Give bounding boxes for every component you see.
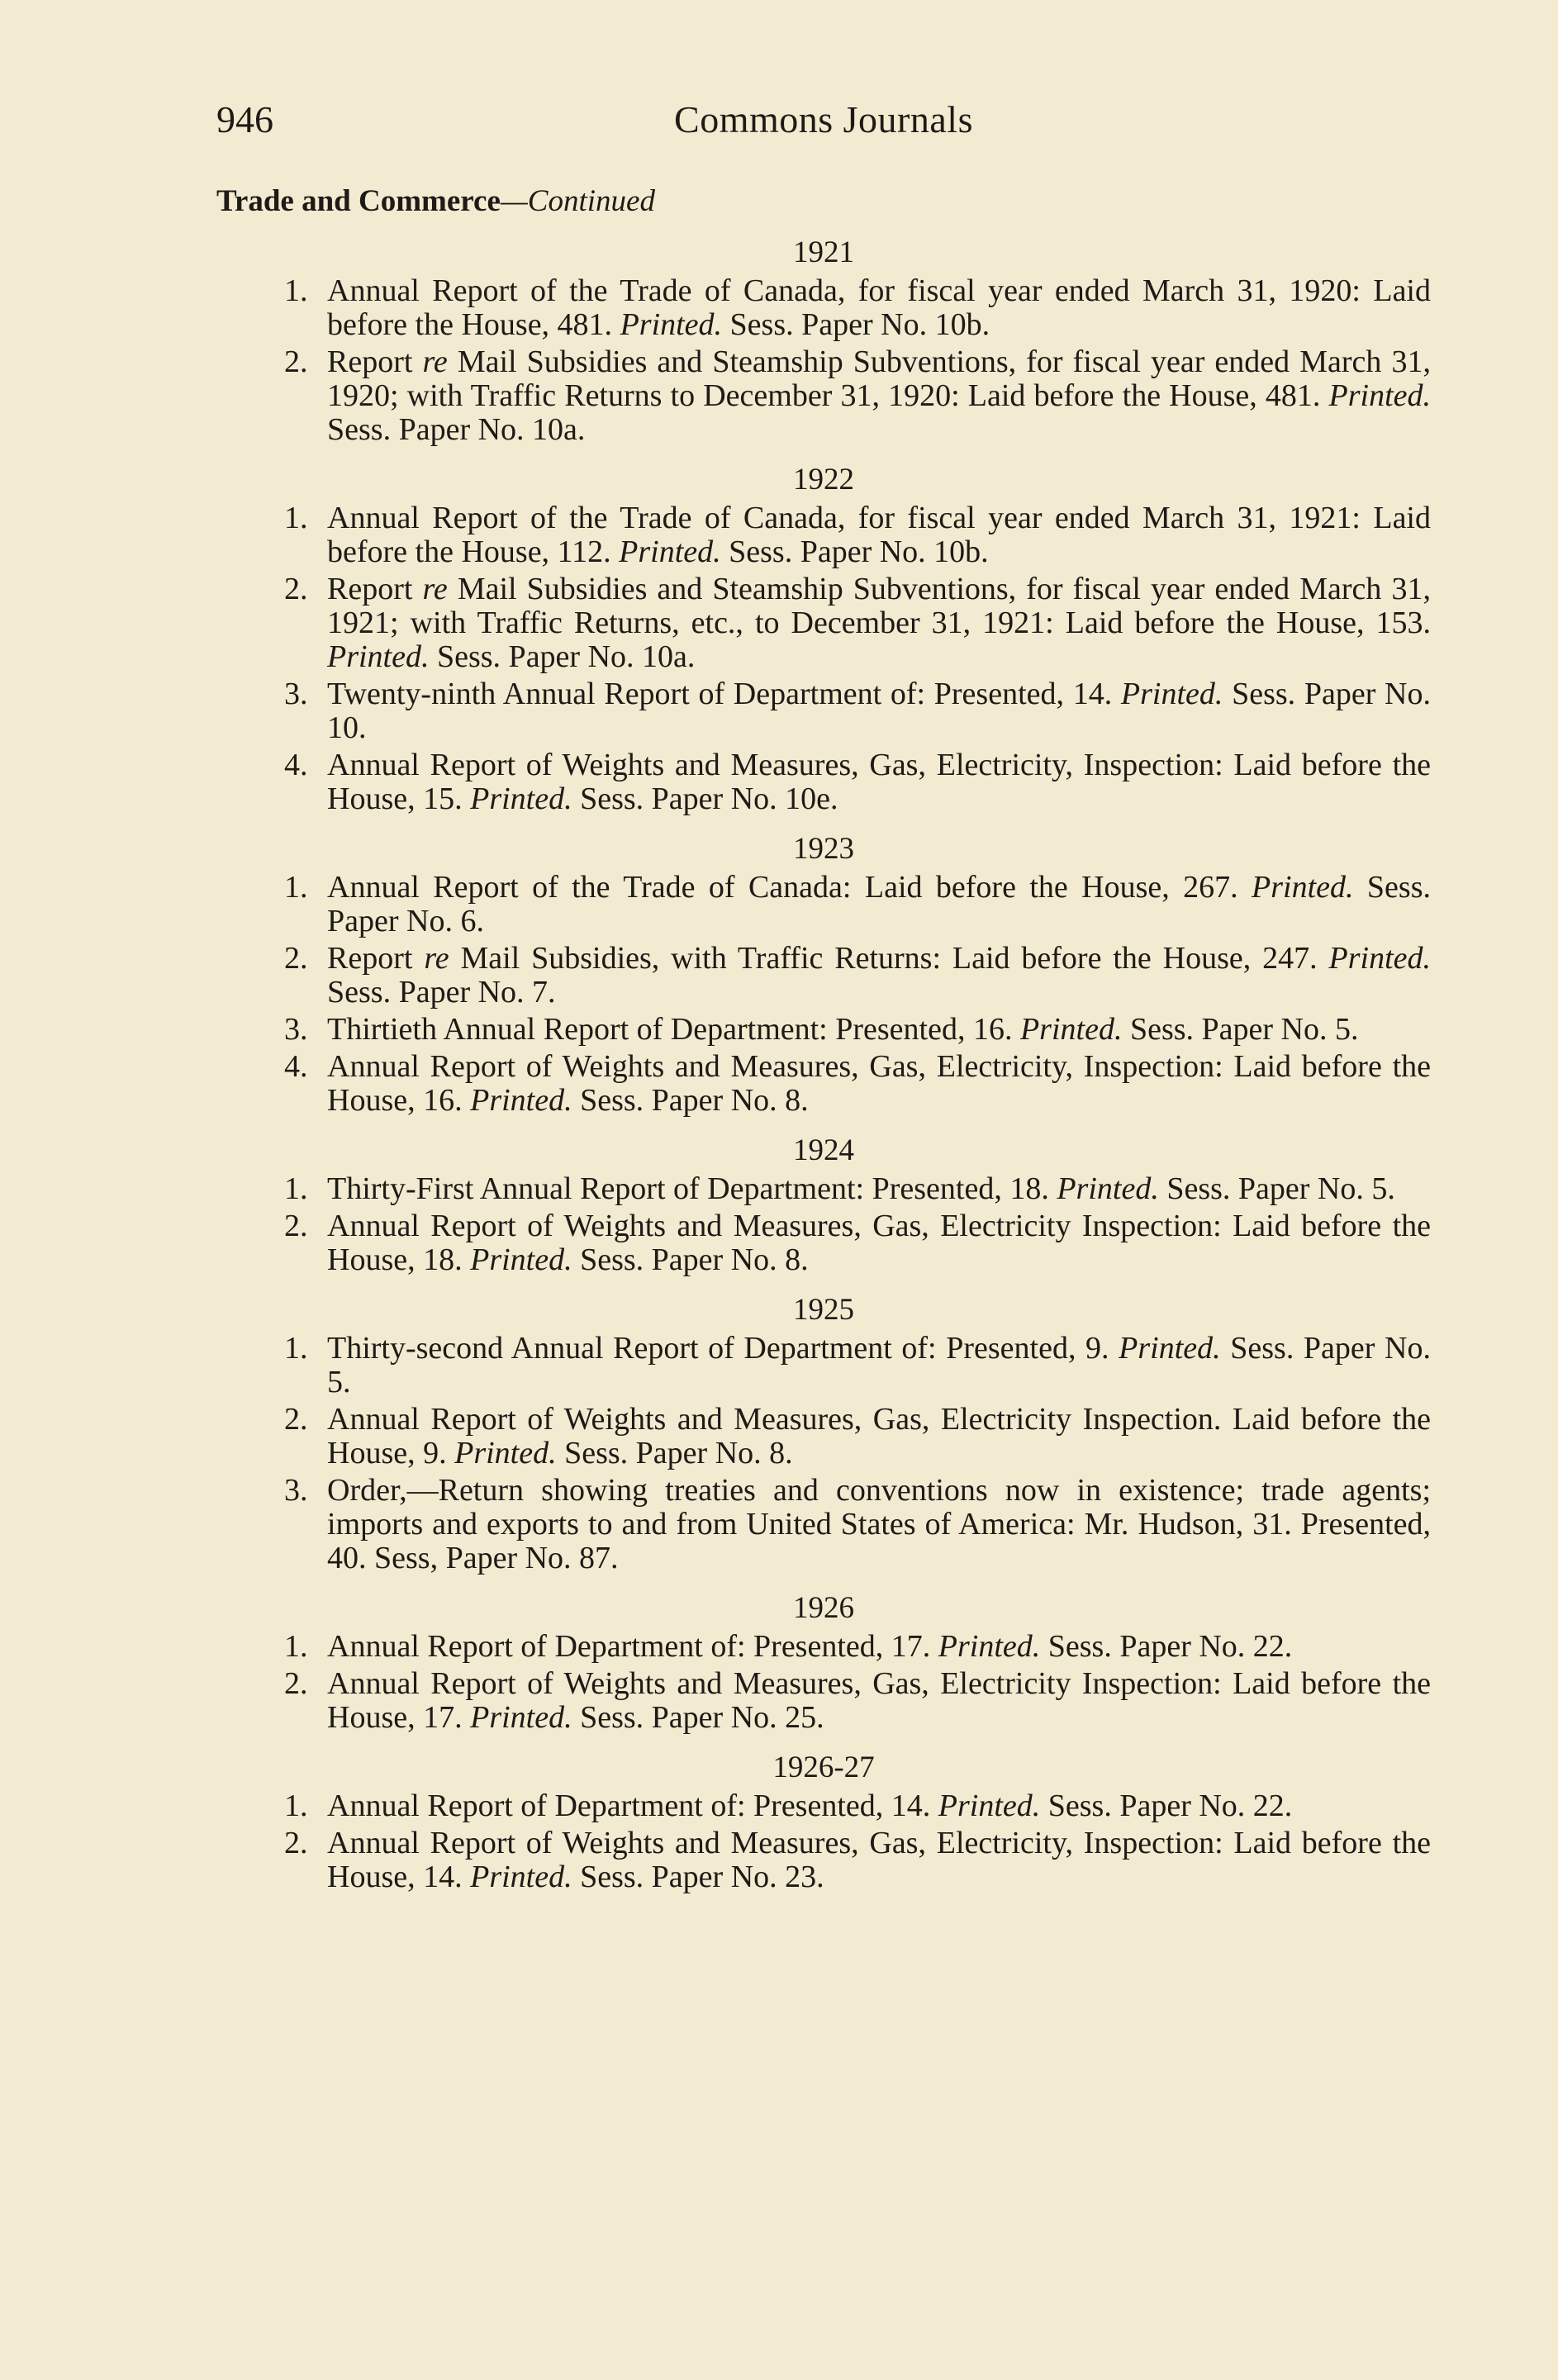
list-item	[216, 1789, 1431, 1823]
item-text: Thirtieth Annual Report of Department: Presented, 16. Printed. Sess. Paper No. 5.	[327, 1012, 1359, 1047]
item-number: 3.	[284, 1012, 308, 1047]
list-item	[216, 1630, 1431, 1664]
year-block	[216, 1750, 1431, 1894]
list-item	[216, 871, 1431, 938]
year-block	[216, 1133, 1431, 1277]
list-item	[216, 345, 1431, 447]
item-text: Annual Report of Weights and Measures, Gas, Electricity Inspection: Laid before the House, 18. Printed. Sess. Paper No. 8.	[327, 1209, 1431, 1277]
item-text: Annual Report of Department of: Presented, 17. Printed. Sess. Paper No. 22.	[327, 1629, 1293, 1664]
year-block	[216, 831, 1431, 1118]
item-number: 4.	[284, 1049, 308, 1084]
item-number: 1.	[284, 501, 308, 535]
section-heading	[216, 183, 655, 219]
journal-title: Commons Journals	[674, 98, 973, 140]
list-item	[216, 572, 1431, 674]
item-number: 2.	[284, 1666, 308, 1701]
item-text: Order,—Return showing treaties and conventions now in existence; trade agents; imports and exports to and from United States of America: Mr. Hudson, 31. Presented, 40. Sess, Paper No. 87.	[327, 1473, 1431, 1575]
item-text: Annual Report of Department of: Presented, 14. Printed. Sess. Paper No. 22.	[327, 1789, 1293, 1823]
year-block	[216, 1590, 1431, 1735]
list-item	[216, 1474, 1431, 1575]
list-item	[216, 1050, 1431, 1118]
item-number: 2.	[284, 572, 308, 606]
item-text: Report re Mail Subsidies and Steamship Subventions, for fiscal year ended March 31, 1920; with Traffic Returns to December 31, 1920: Laid before the House, 481. Printed. Sess. Paper No. 10a.	[327, 344, 1431, 447]
year-heading: 1924	[793, 1133, 854, 1167]
item-number: 2.	[284, 1402, 308, 1437]
list-item	[216, 1332, 1431, 1399]
item-text: Annual Report of Weights and Measures, Gas, Electricity Inspection. Laid before the House, 9. Printed. Sess. Paper No. 8.	[327, 1402, 1431, 1470]
item-number: 2.	[284, 344, 308, 379]
item-number: 1.	[284, 1171, 308, 1206]
item-text: Annual Report of Weights and Measures, Gas, Electricity, Inspection: Laid before the House, 14. Printed. Sess. Paper No. 23.	[327, 1826, 1431, 1894]
year-block	[216, 235, 1431, 447]
item-text: Report re Mail Subsidies and Steamship Subventions, for fiscal year ended March 31, 1921; with Traffic Returns, etc., to December 31, 1921: Laid before the House, 153. Printed. Sess. Paper No. 10a.	[327, 572, 1431, 674]
list-item	[216, 677, 1431, 745]
page-number: 946	[216, 98, 273, 140]
list-item	[216, 1209, 1431, 1277]
list-item	[216, 942, 1431, 1009]
item-text: Report re Mail Subsidies, with Traffic Returns: Laid before the House, 247. Printed. Sess. Paper No. 7.	[327, 941, 1431, 1009]
year-heading: 1922	[793, 463, 854, 496]
item-text: Thirty-First Annual Report of Department: Presented, 18. Printed. Sess. Paper No. 5.	[327, 1171, 1395, 1206]
year-heading: 1921	[793, 235, 854, 269]
item-text: Annual Report of the Trade of Canada: Laid before the House, 267. Printed. Sess. Paper No. 6.	[327, 870, 1431, 938]
item-number: 3.	[284, 677, 308, 711]
item-text: Annual Report of Weights and Measures, Gas, Electricity, Inspection: Laid before the House, 15. Printed. Sess. Paper No. 10e.	[327, 748, 1431, 816]
item-number: 1.	[284, 1789, 308, 1823]
item-number: 2.	[284, 941, 308, 976]
item-number: 1.	[284, 1629, 308, 1664]
item-number: 2.	[284, 1209, 308, 1243]
list-item	[216, 274, 1431, 342]
list-item	[216, 501, 1431, 569]
item-number: 1.	[284, 273, 308, 308]
list-item	[216, 1667, 1431, 1735]
item-number: 1.	[284, 1331, 308, 1366]
item-number: 4.	[284, 748, 308, 782]
year-heading: 1923	[793, 832, 854, 866]
item-text: Twenty-ninth Annual Report of Department of: Presented, 14. Printed. Sess. Paper No. 10.	[327, 677, 1431, 745]
year-heading: 1926-27	[772, 1751, 875, 1784]
section-title: Trade and Commerce	[216, 184, 501, 218]
item-text: Annual Report of the Trade of Canada, for fiscal year ended March 31, 1921: Laid before the House, 112. Printed. Sess. Paper No. 10b.	[327, 501, 1431, 569]
section-continued: —Continued	[500, 184, 655, 218]
item-number: 2.	[284, 1826, 308, 1860]
item-text: Thirty-second Annual Report of Department of: Presented, 9. Printed. Sess. Paper No. 5.	[327, 1331, 1431, 1399]
list-item	[216, 1172, 1431, 1206]
list-item	[216, 748, 1431, 816]
year-block	[216, 1292, 1431, 1575]
entries-list	[216, 235, 1431, 1909]
list-item	[216, 1827, 1431, 1894]
item-number: 3.	[284, 1473, 308, 1508]
page-header	[216, 97, 1431, 155]
item-text: Annual Report of Weights and Measures, Gas, Electricity, Inspection: Laid before the House, 16. Printed. Sess. Paper No. 8.	[327, 1049, 1431, 1118]
list-item	[216, 1013, 1431, 1047]
year-heading: 1926	[793, 1591, 854, 1625]
year-heading: 1925	[793, 1293, 854, 1327]
item-number: 1.	[284, 870, 308, 905]
year-block	[216, 462, 1431, 816]
list-item	[216, 1403, 1431, 1470]
item-text: Annual Report of Weights and Measures, Gas, Electricity Inspection: Laid before the House, 17. Printed. Sess. Paper No. 25.	[327, 1666, 1431, 1735]
item-text: Annual Report of the Trade of Canada, for fiscal year ended March 31, 1920: Laid before the House, 481. Printed. Sess. Paper No. 10b.	[327, 273, 1431, 342]
